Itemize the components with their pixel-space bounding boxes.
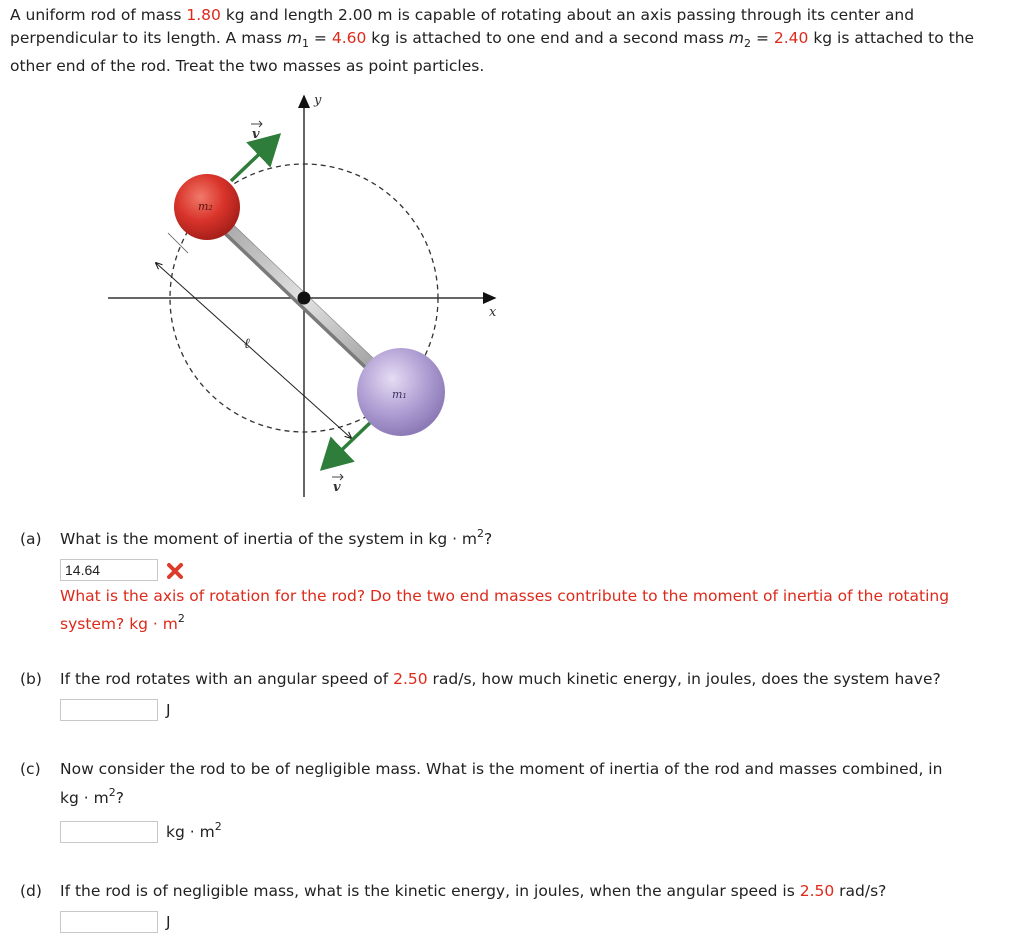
question-b-text: If the rod rotates with an angular speed of 2.50 rad/s, how much kinetic energy, in joules, does the system have? <box>60 670 941 688</box>
question-c-text-line2: kg · $m^2$? <box>60 786 124 807</box>
intro-text: = <box>309 29 332 47</box>
answer-d-input[interactable] <box>60 911 158 933</box>
question-c-text: Now consider the rod to be of negligible mass. What is the moment of inertia of the rod and masses combined, in <box>60 760 943 778</box>
question-d <box>20 879 887 903</box>
velocity-label-top <box>251 121 262 142</box>
x-axis-label: x <box>489 305 497 320</box>
svg-text:v: v <box>252 127 260 142</box>
mass-m2-label: m₂ <box>198 200 213 213</box>
question-a <box>20 527 493 551</box>
intro-text: kg and length 2.00 m is capable of rotating about an axis passing through its center and perpendicular to its length. A mass <box>10 6 915 47</box>
intro-text: = <box>751 29 774 47</box>
rod-mass-value: 1.80 <box>186 6 221 24</box>
question-b <box>20 667 941 691</box>
m2-value: 2.40 <box>773 29 809 47</box>
pivot-point <box>298 292 311 305</box>
rotating-rod-figure <box>100 90 520 505</box>
angular-speed-b: 2.50 <box>393 670 428 688</box>
angular-speed-d: 2.50 <box>799 882 835 900</box>
m1-subscript: 1 <box>302 37 309 50</box>
question-d-letter: (d) <box>20 882 42 900</box>
problem-statement <box>10 4 1018 78</box>
question-b-letter: (b) <box>20 670 42 688</box>
answer-c-unit: kg · $m^2$ <box>166 820 222 841</box>
question-c-letter: (c) <box>20 760 41 778</box>
mass-m1-label: m₁ <box>392 388 407 401</box>
intro-text: kg is attached to the other end of the rod. Treat the two masses as point particles. <box>10 29 975 75</box>
m2-subscript: 2 <box>744 37 752 50</box>
length-extension-line <box>168 233 188 253</box>
velocity-arrow-bottom <box>325 420 373 466</box>
incorrect-x-icon <box>166 562 184 580</box>
question-a-text: What is the moment of inertia of the system in kg · $m^2$? <box>60 527 493 548</box>
length-dimension-line <box>156 263 351 438</box>
velocity-label-bottom <box>332 474 343 495</box>
answer-c-input[interactable] <box>60 821 158 843</box>
m1-symbol: m <box>286 29 302 47</box>
question-a-hint: What is the axis of rotation for the rod? Do the two end masses contribute to the moment of inertia of the rotating system? kg · $m^2$ <box>60 587 950 633</box>
question-c <box>20 757 943 781</box>
intro-text: A uniform rod of mass <box>10 6 187 24</box>
question-d-text: If the rod is of negligible mass, what is the kinetic energy, in joules, when the angular speed is 2.50 rad/s? <box>60 882 887 900</box>
question-a-letter: (a) <box>20 530 42 548</box>
m1-value: 4.60 <box>331 29 367 47</box>
answer-b-unit: J <box>166 701 171 719</box>
answer-d-unit: J <box>166 913 171 931</box>
m2-symbol: m <box>728 29 745 47</box>
intro-text: kg is attached to one end and a second mass <box>366 29 729 47</box>
answer-a-input[interactable] <box>60 559 158 581</box>
answer-b-input[interactable] <box>60 699 158 721</box>
length-label: ℓ <box>244 336 250 352</box>
y-axis-label: y <box>314 93 322 108</box>
svg-text:v: v <box>333 480 341 495</box>
